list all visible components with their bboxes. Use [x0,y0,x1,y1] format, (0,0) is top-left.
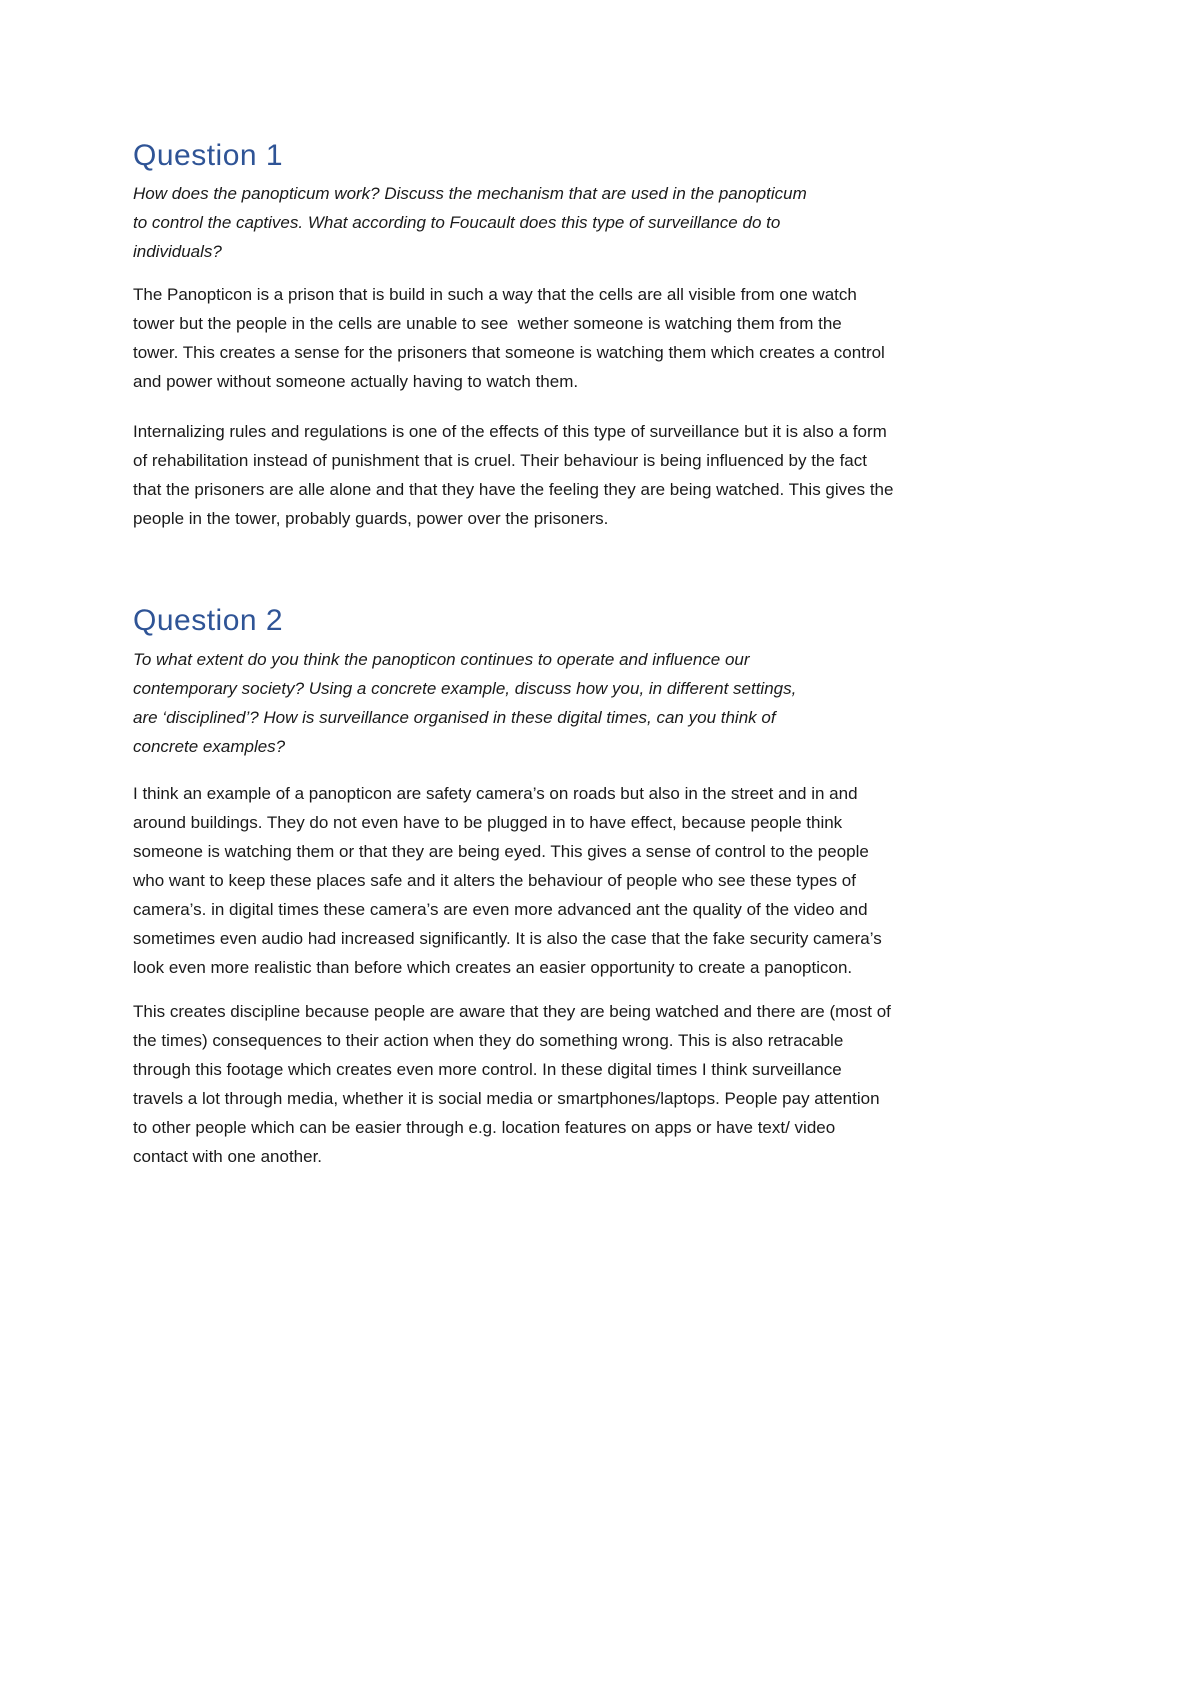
answer-text-line: contact with one another. [133,1147,323,1166]
answer-text-line: the times) consequences to their action when they do something wrong. This is also retracable [133,1031,844,1050]
question-1-answer-paragraph-2 [133,417,968,533]
question-2-answer-paragraph-1 [133,779,968,982]
question-2-prompt-line: are ‘disciplined’? How is surveillance organised in these digital times, can you think of [133,708,776,727]
question-1-prompt [133,179,968,266]
question-1-prompt-line: individuals? [133,242,222,261]
answer-text-line: look even more realistic than before which creates an easier opportunity to create a panopticon. [133,958,853,977]
answer-text-line: and power without someone actually having to watch them. [133,372,579,391]
answer-text-line: of rehabilitation instead of punishment that is cruel. Their behaviour is being influenced by the fact [133,451,867,470]
question-2-prompt [133,645,968,761]
question-2-answer-paragraph-2 [133,997,968,1171]
answer-text-line: people in the tower, probably guards, power over the prisoners. [133,509,609,528]
question-2-prompt-line: contemporary society? Using a concrete example, discuss how you, in different settings, [133,679,797,698]
document-content [133,0,968,1171]
answer-text-line: travels a lot through media, whether it is social media or smartphones/laptops. People pay attention [133,1089,880,1108]
answer-text-line: to other people which can be easier through e.g. location features on apps or have text/ video [133,1118,836,1137]
question-1-heading: Question 1 [133,139,284,172]
answer-text-line: I think an example of a panopticon are safety camera’s on roads but also in the street and in and [133,784,858,803]
answer-text-line: someone is watching them or that they are being eyed. This gives a sense of control to the people [133,842,869,861]
answer-text-line: who want to keep these places safe and it alters the behaviour of people who see these types of [133,871,856,890]
question-1-prompt-line: to control the captives. What according to Foucault does this type of surveillance do to [133,213,781,232]
answer-text-line: camera’s. in digital times these camera’s are even more advanced ant the quality of the video and [133,900,868,919]
answer-text-line: This creates discipline because people are aware that they are being watched and there are (most of [133,1002,891,1021]
answer-text-line: through this footage which creates even more control. In these digital times I think surveillance [133,1060,842,1079]
question-2-prompt-line: To what extent do you think the panopticon continues to operate and influence our [133,650,750,669]
answer-text-line: tower. This creates a sense for the prisoners that someone is watching them which creates a control [133,343,885,362]
question-1-answer-paragraph-1 [133,280,968,396]
answer-text-line: The Panopticon is a prison that is build in such a way that the cells are all visible from one watch [133,285,857,304]
answer-text-line: tower but the people in the cells are unable to see wether someone is watching them from the [133,314,842,333]
question-2-prompt-line: concrete examples? [133,737,286,756]
question-2-heading: Question 2 [133,604,284,637]
answer-text-line: that the prisoners are alle alone and that they have the feeling they are being watched. This gives the [133,480,894,499]
question-1-prompt-line: How does the panopticum work? Discuss the mechanism that are used in the panopticum [133,184,807,203]
answer-text-line: Internalizing rules and regulations is one of the effects of this type of surveillance but it is also a form [133,422,887,441]
answer-text-line: sometimes even audio had increased significantly. It is also the case that the fake security camera’s [133,929,882,948]
answer-text-line: around buildings. They do not even have to be plugged in to have effect, because people think [133,813,843,832]
